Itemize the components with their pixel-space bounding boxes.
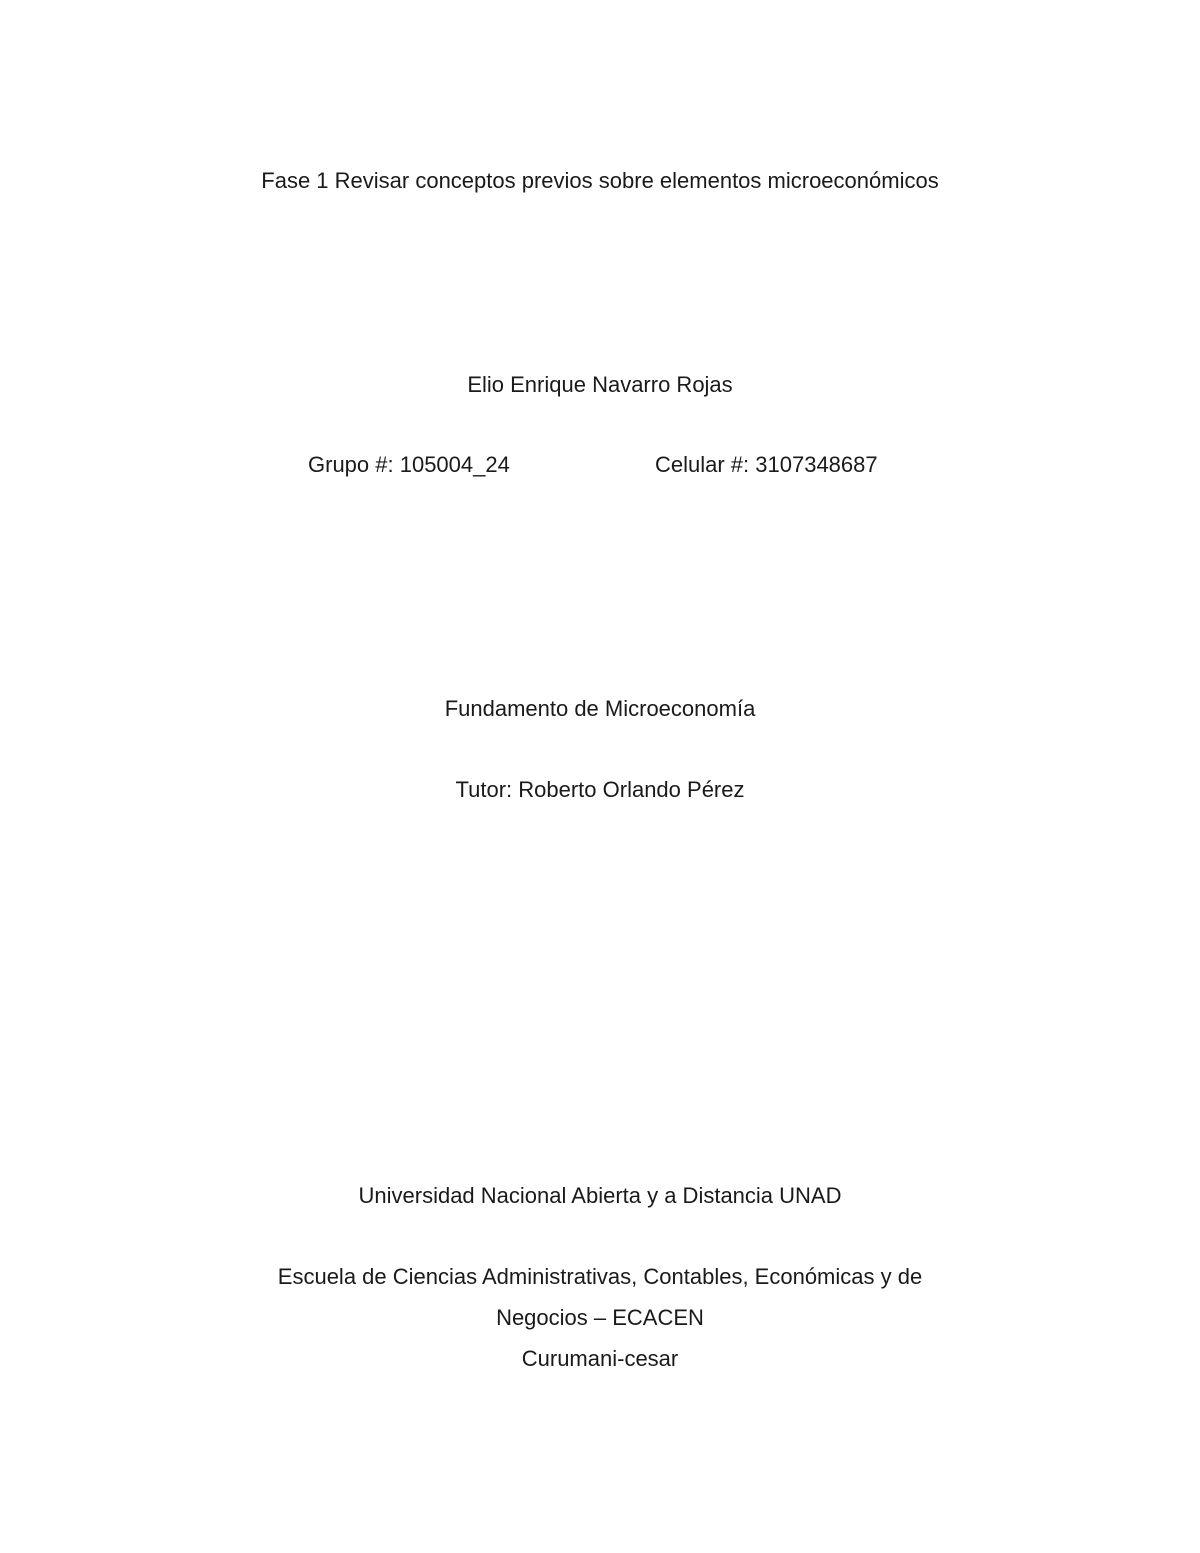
course-name: Fundamento de Microeconomía (444, 696, 756, 721)
school-name-line-2: Negocios – ECACEN (496, 1305, 704, 1330)
document-title: Fase 1 Revisar conceptos previos sobre elementos microeconómicos (261, 168, 939, 193)
phone-number: Celular #: 3107348687 (655, 452, 878, 477)
tutor-name: Tutor: Roberto Orlando Pérez (455, 777, 745, 802)
school-name-line-1: Escuela de Ciencias Administrativas, Contables, Económicas y de (277, 1264, 923, 1289)
university-name: Universidad Nacional Abierta y a Distancia UNAD (358, 1183, 842, 1208)
group-number: Grupo #: 105004_24 (308, 452, 510, 477)
city-name: Curumani-cesar (521, 1346, 679, 1371)
author-name: Elio Enrique Navarro Rojas (467, 372, 733, 397)
